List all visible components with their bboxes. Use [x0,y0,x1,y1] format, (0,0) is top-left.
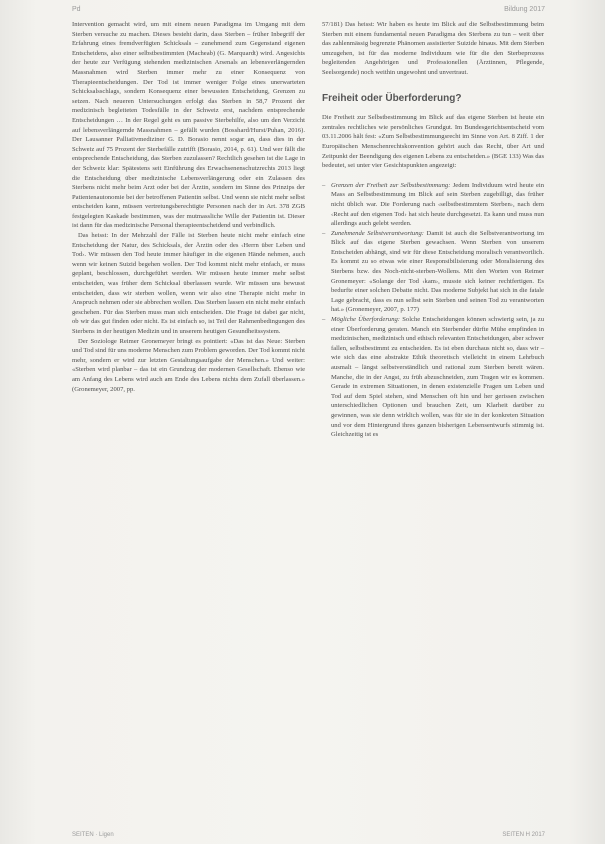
list-item-text: Jedem Individuum wird heute ein Mass an Selbstbestimmung im Blick auf sein Sterben zugebilligt, das früher nicht üblich war. Die Forderung nach ‹selbstbestimmtem Sterben›, nach dem ‹Recht auf den eigenen Tod› hat sich heute durchgesetzt. Es kann und muss nun allerdings auch gelebt werden. [331,181,545,228]
list-item [322,315,544,440]
paragraph-intro: Die Freiheit zur Selbstbestimmung im Blick auf das eigene Sterben ist heute ein zentrales rechtliches wie persönliches Grundgut. Im Bundesgerichtsentscheid vom 03.11.2006 hält fest: «Zum Selbstbestimmungsrecht im Sinne von Art. 8 Ziff. 1 der Europäischen Menschenrechtskonvention gehört auch das Recht, über Art und Zeitpunkt der Beendigung des eigenen Lebens zu entscheiden.» (BGE 133) Was das bedeutet, sei unter vier Gesichtspunkten angezeigt: [322,114,545,170]
left-column [72,20,305,394]
list-item [322,229,544,315]
page-number: Pd [72,6,81,13]
list-item-term: Zunehmende Selbstverantwortung: [331,229,425,237]
footer-left: SEITEN · Ligen [72,832,114,838]
footer-right: SEITEN H 2017 [502,832,545,838]
page-footer [72,828,545,838]
paragraph-continuation: 57/181) Das heisst: Wir haben es heute im Blick auf die Selbstbestimmung beim Sterben mit einem fundamental neuen Paradigma des Sterbens zu tun – weit über das zahlenmässig begrenzte Phänomen assistierter Suizide hinaus. Mit dem Sterben umzugehen, ist für das moderne Individuum wie für die den Sterbeprozess begleitenden Angehörigen und Professionellen (Ärztinnen, Pflegende, Seelsorgende) noch weithin ungewohnt und unvertraut. [322,21,544,76]
list-item-text: Damit ist auch die Selbstverantwortung im Blick auf das eigene Sterben gewachsen. Wenn Sterben von unserem Entscheiden abhängt, sind wir für diese Entscheidung moralisch verantwortlich. Es kommt zu so etwas wie einer Responsibilisierung oder Moralisierung des Sterbens bzw. des Noch-nicht-sterben-Wollens. Mit den Worten von Reimer Gronemeyer: «Solange der Tod ‹kam›, musste sich keiner rechtfertigen. Es bedurfte einer solchen Debatte nicht. Das moderne Subjekt hat sich in die fatale Lage gebracht, dass es nun selbst sein Sterben und seinen Tod zu verantworten hat.» (Gronemeyer, 2007, p. 177) [331,229,544,314]
section-heading: Freiheit oder Überforderung? [322,92,462,104]
page-header [72,6,545,18]
list-item-text: Solche Entscheidungen können schwierig sein, ja zu einer Überforderung geraten. Manch ein Sterbender dürfte Mühe empfinden in medizinischen, medizinisch und ethisch relevanten Entscheidungen, aber schwer fallen, selbstbestimmt zu entscheiden. Es ist eben durchaus nicht so, dass wir – wie sich das eine abstrakte Ethik theoretisch vielleicht in einem Lehrbuch ausmalt – längst selbstverständlich und rational zum Sterben bereit wären. Manche, die in der Angst, zu früh abzuschneiden, zum Tragen wir es kommen. Gerade in extremen Situationen, in denen existenzielle Fragen um Leben und Tod auf dem Spiel stehen, sind Menschen oft hin und her gerissen zwischen unterschiedlichen Optionen und brauchen Zeit, um Klarheit darüber zu gewinnen, was sie denn wirklich wollen, was für sie in der konkreten Situation und vor dem Hintergrund ihres ganzen bisherigen Lebensentwurfs stimmig ist. Gleichzeitig ist es [331,316,544,439]
list-item-term: Mögliche Überforderung: [331,316,401,324]
right-column [322,20,544,440]
magazine-title: Bildung 2017 [504,6,545,13]
bullet-list [322,181,544,440]
paragraph: Der Soziologe Reimer Gronemeyer bringt es pointiert: «Das ist das Neue: Sterben und Tod sind für uns moderne Menschen zum Problem geworden. Der Tod kommt nicht mehr, sondern er wird zur letzten Gestaltungsaufgabe der Menschen.» Und weiter: «Sterben wird planbar – das ist ein Grundzug der modernen Gesellschaft. Ebenso wie am Anfang des Lebens wird auch am Ende des Lebens nichts dem Zufall überlassen.» (Gronemeyer, 2007, pp. [72,337,305,393]
paragraph: Intervention gemacht wird, um mit einem neuen Paradigma im Umgang mit dem Sterben versuche zu machen. Dieses besteht darin, dass Sterben – früher Inbegriff der Erfahrung eines fremdverfügten Schicksals – zunehmend zum Gegenstand eigenen Entscheidens, also einer selbstbestimmten (Macheab) (G. Marquardt) wird. Angesichts der heute zur Verfügung stehenden medizinischen Arsenals an lebensverlängernden Massnahmen wird Sterben immer mehr zu einer Konsequenz von Therapieentscheidungen. Der Tod ist immer weniger Folge eines unerwarteten Schicksalsschlags, sondern Konsequenz einer bewussten Entscheidung, Grenzen zu setzen. Nach neueren Untersuchungen erfolgt das Sterben in 58,7 Prozent der medizinisch begleiteten Todesfälle in der Schweiz erst, nachdem entsprechende Entscheidungen … In der Regel geht es um passive Sterbehilfe, also um den Verzicht auf lebensverlängernde Massnahmen – gefällt wurden (Bosshard/Hurst/Puhan, 2016). Der Lausanner Palliativmediziner G. D. Borasio nennt sogar an, dass dies in der Schweiz auf 75 Prozent der Sterbefälle zutrifft (Borasio, 2014, p. 61). Und wer fällt die entsprechende Entscheidung, das Sterben zuzulassen? Rechtlich gesehen ist die Lage in der Schweiz klar: Spätestens seit Einführung des Erwachsenenschutzrechts 2013 liegt die Entscheidung über medizinische Lebensverlängerung oder ein Zulassen des Sterbens nicht mehr beim Arzt oder bei der Ärztin, sondern im Sinne des Prinzips der Patientenautonomie bei der betroffenen Patientin selbst. Und wenn sie nicht mehr selbst entscheiden kann, müssen vertretungsberechtigte Personen nach der in Art. 378 ZGB festgelegten Kaskade bestimmen, was der mutmassliche Wille der Patientin ist. Dieser ist dann für das medizinische Personal therapieentscheidend und verbindlich. [72,21,305,230]
list-item-term: Grenzen der Freiheit zur Selbstbestimmung: [331,181,451,189]
list-item [322,181,544,229]
paragraph: Das heisst: In der Mehrzahl der Fälle ist Sterben heute nicht mehr einfach eine Entscheidung der Natur, des Schicksals, der Ärztin oder des ‹Herrn über Leben und Tod›. Wir müssen den Tod heute immer häufiger in die eigenen Hände nehmen, auch wenn wir keinen Suizid begehen wollen. Der Tod kommt nicht mehr einfach, er muss geplant, beschlossen, durchgeführt werden. Wir müssen heute immer mehr selbst entscheiden, was früher dem Schicksal überlassen wurde. Wir müssen uns bewusst entscheiden, dass wir sterben wollen, wenn wir also eine Therapie nicht mehr in Anspruch nehmen oder sie abbrechen wollen. Das Sterben lassen ein nicht mehr einfach geschehen. Für das Sterben muss man sich entscheiden. Die Frage ist dabei gar nicht, ob wir das gut finden oder nicht. Es ist einfach so, ist Teil der Rahmenbedingungen des Sterbens in der heutigen Medizin und in unserem heutigen Gesundheitssystem. [72,232,305,335]
